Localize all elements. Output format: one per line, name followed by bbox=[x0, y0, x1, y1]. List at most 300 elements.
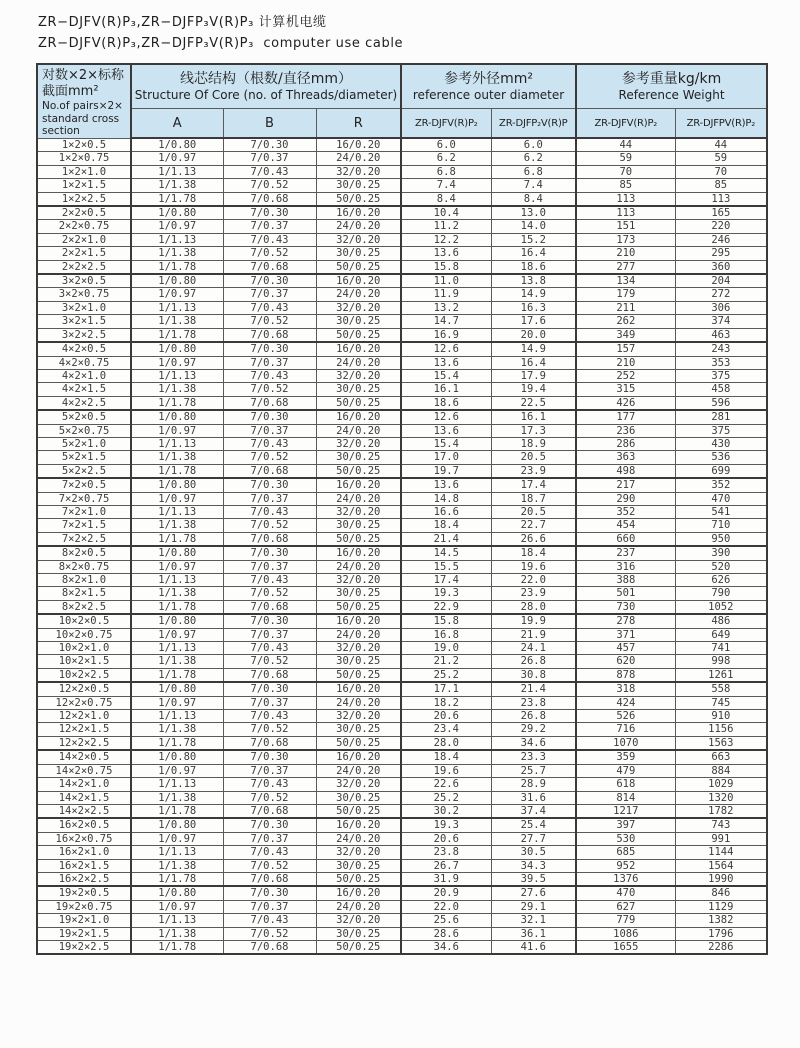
cell-weight-djfpv: 1052 bbox=[675, 600, 767, 614]
cell-structure-b: 7/0.37 bbox=[223, 900, 316, 913]
cell-weight-djfv: 424 bbox=[576, 696, 675, 709]
cell-structure-b: 7/0.37 bbox=[223, 832, 316, 845]
cell-diameter-djfp: 25.4 bbox=[491, 818, 576, 832]
cell-structure-b: 7/0.37 bbox=[223, 560, 316, 573]
cell-weight-djfpv: 306 bbox=[675, 301, 767, 314]
cell-pairs-size: 2×2×0.5 bbox=[37, 206, 131, 220]
cell-structure-r: 32/0.20 bbox=[316, 778, 401, 791]
cell-structure-r: 16/0.20 bbox=[316, 410, 401, 424]
cell-weight-djfv: 70 bbox=[576, 165, 675, 178]
cell-structure-b: 7/0.68 bbox=[223, 736, 316, 750]
cell-weight-djfpv: 360 bbox=[675, 260, 767, 274]
cell-pairs-size: 4×2×0.5 bbox=[37, 342, 131, 356]
table-row bbox=[37, 396, 767, 410]
cell-structure-b: 7/0.43 bbox=[223, 778, 316, 791]
cell-diameter-djfv: 22.9 bbox=[401, 600, 491, 614]
table-row bbox=[37, 328, 767, 342]
cell-diameter-djfv: 7.4 bbox=[401, 179, 491, 192]
cell-structure-b: 7/0.30 bbox=[223, 478, 316, 492]
cell-pairs-size: 16×2×1.0 bbox=[37, 846, 131, 859]
cell-structure-a: 1/0.80 bbox=[131, 818, 223, 832]
cell-structure-b: 7/0.68 bbox=[223, 532, 316, 546]
table-row bbox=[37, 642, 767, 655]
cell-diameter-djfv: 16.6 bbox=[401, 505, 491, 518]
cell-diameter-djfp: 22.5 bbox=[491, 396, 576, 410]
cell-weight-djfv: 359 bbox=[576, 750, 675, 764]
cell-structure-a: 1/0.97 bbox=[131, 696, 223, 709]
cell-weight-djfv: 397 bbox=[576, 818, 675, 832]
table-row bbox=[37, 600, 767, 614]
cell-weight-djfv: 1217 bbox=[576, 804, 675, 818]
cell-weight-djfpv: 1029 bbox=[675, 778, 767, 791]
header-pairs-zh: 对数×2×标称截面mm² bbox=[42, 68, 125, 99]
cell-weight-djfv: 1070 bbox=[576, 736, 675, 750]
cell-weight-djfv: 85 bbox=[576, 179, 675, 192]
cell-weight-djfv: 44 bbox=[576, 138, 675, 152]
cell-pairs-size: 1×2×0.5 bbox=[37, 138, 131, 152]
cell-structure-r: 50/0.25 bbox=[316, 260, 401, 274]
cell-pairs-size: 19×2×1.0 bbox=[37, 914, 131, 927]
cell-diameter-djfv: 21.2 bbox=[401, 655, 491, 668]
table-row bbox=[37, 587, 767, 600]
cell-weight-djfpv: 1261 bbox=[675, 668, 767, 682]
cell-diameter-djfp: 19.9 bbox=[491, 614, 576, 628]
document-title-en: ZR−DJFV(R)P₃,ZR−DJFP₃V(R)P₃ computer use cable bbox=[38, 36, 404, 51]
cell-structure-a: 1/1.38 bbox=[131, 723, 223, 736]
cell-weight-djfpv: 246 bbox=[675, 233, 767, 246]
cell-structure-a: 1/1.13 bbox=[131, 710, 223, 723]
cell-weight-djfv: 526 bbox=[576, 710, 675, 723]
cell-weight-djfv: 426 bbox=[576, 396, 675, 410]
cell-structure-r: 24/0.20 bbox=[316, 356, 401, 369]
cell-weight-djfpv: 281 bbox=[675, 410, 767, 424]
cell-diameter-djfv: 23.8 bbox=[401, 846, 491, 859]
cell-pairs-size: 12×2×2.5 bbox=[37, 736, 131, 750]
cell-structure-a: 1/1.38 bbox=[131, 383, 223, 396]
cell-diameter-djfp: 21.9 bbox=[491, 628, 576, 641]
cell-structure-r: 16/0.20 bbox=[316, 342, 401, 356]
cell-weight-djfv: 371 bbox=[576, 628, 675, 641]
cell-pairs-size: 16×2×2.5 bbox=[37, 872, 131, 886]
cell-diameter-djfp: 28.9 bbox=[491, 778, 576, 791]
cell-structure-b: 7/0.43 bbox=[223, 301, 316, 314]
cell-diameter-djfv: 13.6 bbox=[401, 247, 491, 260]
cell-diameter-djfp: 16.4 bbox=[491, 356, 576, 369]
cell-structure-r: 16/0.20 bbox=[316, 478, 401, 492]
cell-structure-r: 24/0.20 bbox=[316, 560, 401, 573]
table-row bbox=[37, 532, 767, 546]
cell-structure-b: 7/0.30 bbox=[223, 750, 316, 764]
table-body bbox=[37, 138, 767, 954]
cell-diameter-djfp: 17.6 bbox=[491, 315, 576, 328]
cell-structure-b: 7/0.68 bbox=[223, 328, 316, 342]
cell-structure-a: 1/0.80 bbox=[131, 682, 223, 696]
cell-pairs-size: 3×2×2.5 bbox=[37, 328, 131, 342]
table-row bbox=[37, 233, 767, 246]
table-row bbox=[37, 696, 767, 709]
cell-structure-r: 50/0.25 bbox=[316, 736, 401, 750]
subheader-structure-a: A bbox=[131, 109, 223, 139]
cell-structure-b: 7/0.68 bbox=[223, 804, 316, 818]
cell-weight-djfpv: 113 bbox=[675, 192, 767, 206]
cell-weight-djfv: 620 bbox=[576, 655, 675, 668]
cell-structure-a: 1/1.13 bbox=[131, 369, 223, 382]
cell-structure-a: 1/0.80 bbox=[131, 546, 223, 560]
header-pairs-en: No.of pairs×2× standard cross section bbox=[42, 100, 123, 137]
cell-weight-djfv: 730 bbox=[576, 600, 675, 614]
cell-diameter-djfv: 18.4 bbox=[401, 519, 491, 532]
cell-structure-b: 7/0.43 bbox=[223, 710, 316, 723]
cell-pairs-size: 12×2×1.0 bbox=[37, 710, 131, 723]
cell-pairs-size: 1×2×1.0 bbox=[37, 165, 131, 178]
cell-structure-r: 30/0.25 bbox=[316, 859, 401, 872]
table-row bbox=[37, 301, 767, 314]
cell-diameter-djfp: 27.6 bbox=[491, 886, 576, 900]
table-row bbox=[37, 736, 767, 750]
cell-diameter-djfp: 17.3 bbox=[491, 424, 576, 437]
cell-weight-djfv: 286 bbox=[576, 437, 675, 450]
cell-structure-b: 7/0.30 bbox=[223, 274, 316, 288]
cell-structure-r: 50/0.25 bbox=[316, 600, 401, 614]
cell-pairs-size: 7×2×0.75 bbox=[37, 492, 131, 505]
cell-weight-djfv: 277 bbox=[576, 260, 675, 274]
cell-structure-a: 1/1.38 bbox=[131, 927, 223, 940]
cell-weight-djfpv: 1796 bbox=[675, 927, 767, 940]
cell-pairs-size: 19×2×0.5 bbox=[37, 886, 131, 900]
cell-weight-djfv: 498 bbox=[576, 464, 675, 478]
table-row bbox=[37, 274, 767, 288]
cell-diameter-djfv: 13.6 bbox=[401, 478, 491, 492]
cell-structure-a: 1/0.97 bbox=[131, 356, 223, 369]
cell-diameter-djfp: 19.4 bbox=[491, 383, 576, 396]
cell-diameter-djfv: 8.4 bbox=[401, 192, 491, 206]
table-row bbox=[37, 886, 767, 900]
cell-diameter-djfp: 20.5 bbox=[491, 451, 576, 464]
cell-structure-a: 1/1.38 bbox=[131, 179, 223, 192]
cell-structure-b: 7/0.52 bbox=[223, 315, 316, 328]
cell-structure-a: 1/1.78 bbox=[131, 464, 223, 478]
cell-structure-b: 7/0.52 bbox=[223, 927, 316, 940]
cell-weight-djfv: 457 bbox=[576, 642, 675, 655]
table-row bbox=[37, 356, 767, 369]
cell-weight-djfv: 618 bbox=[576, 778, 675, 791]
cell-weight-djfpv: 220 bbox=[675, 220, 767, 233]
cell-weight-djfv: 211 bbox=[576, 301, 675, 314]
cell-weight-djfv: 1655 bbox=[576, 940, 675, 954]
cell-structure-a: 1/1.13 bbox=[131, 233, 223, 246]
cell-structure-r: 50/0.25 bbox=[316, 396, 401, 410]
cell-structure-b: 7/0.30 bbox=[223, 138, 316, 152]
cell-diameter-djfp: 28.0 bbox=[491, 600, 576, 614]
cell-weight-djfpv: 743 bbox=[675, 818, 767, 832]
cell-pairs-size: 14×2×2.5 bbox=[37, 804, 131, 818]
cell-structure-r: 16/0.20 bbox=[316, 138, 401, 152]
cell-weight-djfv: 237 bbox=[576, 546, 675, 560]
subheader-diameter-model-1: ZR-DJFV(R)P₂ bbox=[401, 109, 491, 139]
cell-structure-r: 50/0.25 bbox=[316, 328, 401, 342]
cell-diameter-djfv: 16.1 bbox=[401, 383, 491, 396]
cell-diameter-djfp: 8.4 bbox=[491, 192, 576, 206]
cell-structure-a: 1/0.97 bbox=[131, 152, 223, 165]
cell-diameter-djfv: 19.3 bbox=[401, 818, 491, 832]
cell-structure-b: 7/0.30 bbox=[223, 614, 316, 628]
cell-pairs-size: 16×2×0.75 bbox=[37, 832, 131, 845]
cell-structure-a: 1/1.38 bbox=[131, 247, 223, 260]
cell-structure-a: 1/1.78 bbox=[131, 192, 223, 206]
cell-diameter-djfv: 19.0 bbox=[401, 642, 491, 655]
subheader-structure-b: B bbox=[223, 109, 316, 139]
header-reference-weight bbox=[576, 64, 767, 109]
table-row bbox=[37, 927, 767, 940]
cell-diameter-djfv: 31.9 bbox=[401, 872, 491, 886]
table-row bbox=[37, 614, 767, 628]
cell-diameter-djfp: 29.2 bbox=[491, 723, 576, 736]
table-row bbox=[37, 818, 767, 832]
table-row bbox=[37, 560, 767, 573]
table-row bbox=[37, 383, 767, 396]
cell-diameter-djfv: 17.4 bbox=[401, 574, 491, 587]
table-row bbox=[37, 342, 767, 356]
cell-structure-r: 50/0.25 bbox=[316, 872, 401, 886]
cell-structure-a: 1/1.78 bbox=[131, 260, 223, 274]
cell-weight-djfv: 779 bbox=[576, 914, 675, 927]
cell-weight-djfpv: 790 bbox=[675, 587, 767, 600]
cell-structure-a: 1/1.38 bbox=[131, 587, 223, 600]
header-reference-weight-zh: 参考重量kg/km bbox=[621, 71, 722, 87]
cell-structure-b: 7/0.52 bbox=[223, 383, 316, 396]
cell-diameter-djfp: 27.7 bbox=[491, 832, 576, 845]
cell-diameter-djfp: 26.8 bbox=[491, 655, 576, 668]
cell-structure-a: 1/1.38 bbox=[131, 859, 223, 872]
cell-structure-r: 24/0.20 bbox=[316, 220, 401, 233]
cell-structure-r: 30/0.25 bbox=[316, 519, 401, 532]
cell-structure-r: 24/0.20 bbox=[316, 288, 401, 301]
cell-diameter-djfp: 14.9 bbox=[491, 342, 576, 356]
cell-weight-djfpv: 1782 bbox=[675, 804, 767, 818]
cell-structure-b: 7/0.43 bbox=[223, 574, 316, 587]
cell-weight-djfpv: 243 bbox=[675, 342, 767, 356]
cell-structure-a: 1/0.97 bbox=[131, 220, 223, 233]
cell-structure-r: 32/0.20 bbox=[316, 642, 401, 655]
cell-diameter-djfv: 11.0 bbox=[401, 274, 491, 288]
table-row bbox=[37, 206, 767, 220]
cell-weight-djfpv: 390 bbox=[675, 546, 767, 560]
cell-diameter-djfp: 31.6 bbox=[491, 791, 576, 804]
cell-diameter-djfv: 15.4 bbox=[401, 437, 491, 450]
cell-weight-djfv: 113 bbox=[576, 206, 675, 220]
cell-structure-a: 1/0.80 bbox=[131, 206, 223, 220]
cell-weight-djfpv: 352 bbox=[675, 478, 767, 492]
subheader-weight-model-2: ZR-DJFPV(R)P₂ bbox=[675, 109, 767, 139]
table-row bbox=[37, 288, 767, 301]
table-row bbox=[37, 628, 767, 641]
cell-structure-b: 7/0.37 bbox=[223, 492, 316, 505]
cell-structure-b: 7/0.37 bbox=[223, 764, 316, 777]
cell-structure-r: 30/0.25 bbox=[316, 451, 401, 464]
cell-structure-b: 7/0.68 bbox=[223, 396, 316, 410]
cell-structure-r: 32/0.20 bbox=[316, 846, 401, 859]
header-outer-diameter-en: reference outer diameter bbox=[412, 88, 565, 102]
cell-weight-djfpv: 884 bbox=[675, 764, 767, 777]
cell-structure-b: 7/0.37 bbox=[223, 220, 316, 233]
cell-structure-a: 1/0.80 bbox=[131, 342, 223, 356]
cell-diameter-djfp: 25.7 bbox=[491, 764, 576, 777]
cell-structure-r: 24/0.20 bbox=[316, 152, 401, 165]
cell-pairs-size: 2×2×0.75 bbox=[37, 220, 131, 233]
cell-structure-a: 1/0.97 bbox=[131, 628, 223, 641]
cell-diameter-djfp: 17.4 bbox=[491, 478, 576, 492]
cell-pairs-size: 4×2×0.75 bbox=[37, 356, 131, 369]
cell-structure-r: 16/0.20 bbox=[316, 886, 401, 900]
cell-pairs-size: 8×2×2.5 bbox=[37, 600, 131, 614]
cell-structure-r: 32/0.20 bbox=[316, 165, 401, 178]
cell-diameter-djfv: 25.2 bbox=[401, 791, 491, 804]
cell-pairs-size: 8×2×1.5 bbox=[37, 587, 131, 600]
cell-structure-a: 1/1.78 bbox=[131, 532, 223, 546]
cell-weight-djfv: 177 bbox=[576, 410, 675, 424]
cell-structure-b: 7/0.43 bbox=[223, 914, 316, 927]
cell-structure-a: 1/1.78 bbox=[131, 668, 223, 682]
table-row bbox=[37, 505, 767, 518]
cell-diameter-djfv: 23.4 bbox=[401, 723, 491, 736]
cell-structure-a: 1/0.80 bbox=[131, 614, 223, 628]
cell-weight-djfpv: 2286 bbox=[675, 940, 767, 954]
cell-weight-djfv: 210 bbox=[576, 356, 675, 369]
cell-weight-djfpv: 991 bbox=[675, 832, 767, 845]
cell-weight-djfpv: 541 bbox=[675, 505, 767, 518]
cell-pairs-size: 19×2×2.5 bbox=[37, 940, 131, 954]
cell-weight-djfpv: 699 bbox=[675, 464, 767, 478]
cell-structure-a: 1/1.13 bbox=[131, 642, 223, 655]
cell-structure-a: 1/0.97 bbox=[131, 492, 223, 505]
cell-diameter-djfv: 14.7 bbox=[401, 315, 491, 328]
table-row bbox=[37, 655, 767, 668]
cell-structure-a: 1/1.38 bbox=[131, 451, 223, 464]
cell-weight-djfv: 878 bbox=[576, 668, 675, 682]
cell-structure-b: 7/0.43 bbox=[223, 505, 316, 518]
cell-weight-djfpv: 1156 bbox=[675, 723, 767, 736]
cell-pairs-size: 10×2×0.75 bbox=[37, 628, 131, 641]
table-row bbox=[37, 668, 767, 682]
cell-diameter-djfp: 6.2 bbox=[491, 152, 576, 165]
cell-structure-r: 24/0.20 bbox=[316, 628, 401, 641]
cell-structure-a: 1/1.13 bbox=[131, 505, 223, 518]
table-row bbox=[37, 478, 767, 492]
cell-pairs-size: 4×2×2.5 bbox=[37, 396, 131, 410]
cell-weight-djfpv: 741 bbox=[675, 642, 767, 655]
cell-weight-djfv: 470 bbox=[576, 886, 675, 900]
table-header bbox=[37, 64, 767, 138]
table-row bbox=[37, 791, 767, 804]
cell-pairs-size: 14×2×1.5 bbox=[37, 791, 131, 804]
cell-weight-djfv: 1376 bbox=[576, 872, 675, 886]
cell-diameter-djfp: 26.8 bbox=[491, 710, 576, 723]
cell-diameter-djfp: 23.9 bbox=[491, 587, 576, 600]
cell-weight-djfpv: 745 bbox=[675, 696, 767, 709]
cell-diameter-djfv: 11.2 bbox=[401, 220, 491, 233]
cell-structure-r: 50/0.25 bbox=[316, 668, 401, 682]
header-outer-diameter-zh: 参考外径mm² bbox=[444, 71, 533, 87]
cell-weight-djfpv: 85 bbox=[675, 179, 767, 192]
cell-weight-djfv: 530 bbox=[576, 832, 675, 845]
cell-structure-b: 7/0.43 bbox=[223, 846, 316, 859]
cell-weight-djfpv: 1320 bbox=[675, 791, 767, 804]
header-outer-diameter bbox=[401, 64, 576, 109]
table-row bbox=[37, 846, 767, 859]
cell-weight-djfpv: 1382 bbox=[675, 914, 767, 927]
table-row bbox=[37, 192, 767, 206]
table-row bbox=[37, 723, 767, 736]
cell-weight-djfpv: 910 bbox=[675, 710, 767, 723]
cell-pairs-size: 4×2×1.5 bbox=[37, 383, 131, 396]
cell-structure-r: 24/0.20 bbox=[316, 764, 401, 777]
cell-structure-b: 7/0.52 bbox=[223, 791, 316, 804]
cell-structure-b: 7/0.37 bbox=[223, 152, 316, 165]
cell-structure-a: 1/1.13 bbox=[131, 574, 223, 587]
cell-structure-r: 50/0.25 bbox=[316, 940, 401, 954]
cell-diameter-djfv: 15.8 bbox=[401, 614, 491, 628]
cell-pairs-size: 3×2×0.75 bbox=[37, 288, 131, 301]
table-row bbox=[37, 710, 767, 723]
cell-weight-djfpv: 1990 bbox=[675, 872, 767, 886]
cell-structure-b: 7/0.43 bbox=[223, 642, 316, 655]
cell-structure-b: 7/0.68 bbox=[223, 600, 316, 614]
cell-weight-djfv: 363 bbox=[576, 451, 675, 464]
cell-weight-djfv: 134 bbox=[576, 274, 675, 288]
cell-structure-a: 1/0.97 bbox=[131, 832, 223, 845]
cell-pairs-size: 12×2×1.5 bbox=[37, 723, 131, 736]
table-row bbox=[37, 940, 767, 954]
cell-diameter-djfv: 12.6 bbox=[401, 410, 491, 424]
cell-weight-djfpv: 375 bbox=[675, 369, 767, 382]
cell-weight-djfpv: 846 bbox=[675, 886, 767, 900]
cell-structure-a: 1/1.13 bbox=[131, 165, 223, 178]
cell-structure-r: 16/0.20 bbox=[316, 682, 401, 696]
cell-pairs-size: 10×2×2.5 bbox=[37, 668, 131, 682]
cell-weight-djfpv: 272 bbox=[675, 288, 767, 301]
cell-weight-djfpv: 558 bbox=[675, 682, 767, 696]
cell-structure-r: 30/0.25 bbox=[316, 927, 401, 940]
cell-pairs-size: 16×2×1.5 bbox=[37, 859, 131, 872]
cell-structure-b: 7/0.30 bbox=[223, 682, 316, 696]
subheader-diameter-model-2: ZR-DJFP₂V(R)P bbox=[491, 109, 576, 139]
spec-table-container bbox=[36, 63, 768, 955]
cell-structure-r: 24/0.20 bbox=[316, 696, 401, 709]
cell-structure-b: 7/0.37 bbox=[223, 628, 316, 641]
table-row bbox=[37, 492, 767, 505]
table-row bbox=[37, 424, 767, 437]
cell-pairs-size: 2×2×1.5 bbox=[37, 247, 131, 260]
cell-weight-djfpv: 353 bbox=[675, 356, 767, 369]
cell-structure-r: 30/0.25 bbox=[316, 791, 401, 804]
cell-weight-djfpv: 998 bbox=[675, 655, 767, 668]
cell-diameter-djfv: 19.3 bbox=[401, 587, 491, 600]
cell-weight-djfpv: 295 bbox=[675, 247, 767, 260]
cell-pairs-size: 7×2×1.0 bbox=[37, 505, 131, 518]
cell-structure-r: 16/0.20 bbox=[316, 818, 401, 832]
cell-weight-djfv: 290 bbox=[576, 492, 675, 505]
cell-pairs-size: 14×2×0.5 bbox=[37, 750, 131, 764]
table-row bbox=[37, 179, 767, 192]
table-row bbox=[37, 138, 767, 152]
cell-structure-r: 30/0.25 bbox=[316, 383, 401, 396]
cell-weight-djfv: 217 bbox=[576, 478, 675, 492]
cell-weight-djfv: 316 bbox=[576, 560, 675, 573]
cell-structure-r: 32/0.20 bbox=[316, 710, 401, 723]
cell-diameter-djfp: 36.1 bbox=[491, 927, 576, 940]
cell-structure-r: 16/0.20 bbox=[316, 750, 401, 764]
cell-structure-b: 7/0.43 bbox=[223, 165, 316, 178]
